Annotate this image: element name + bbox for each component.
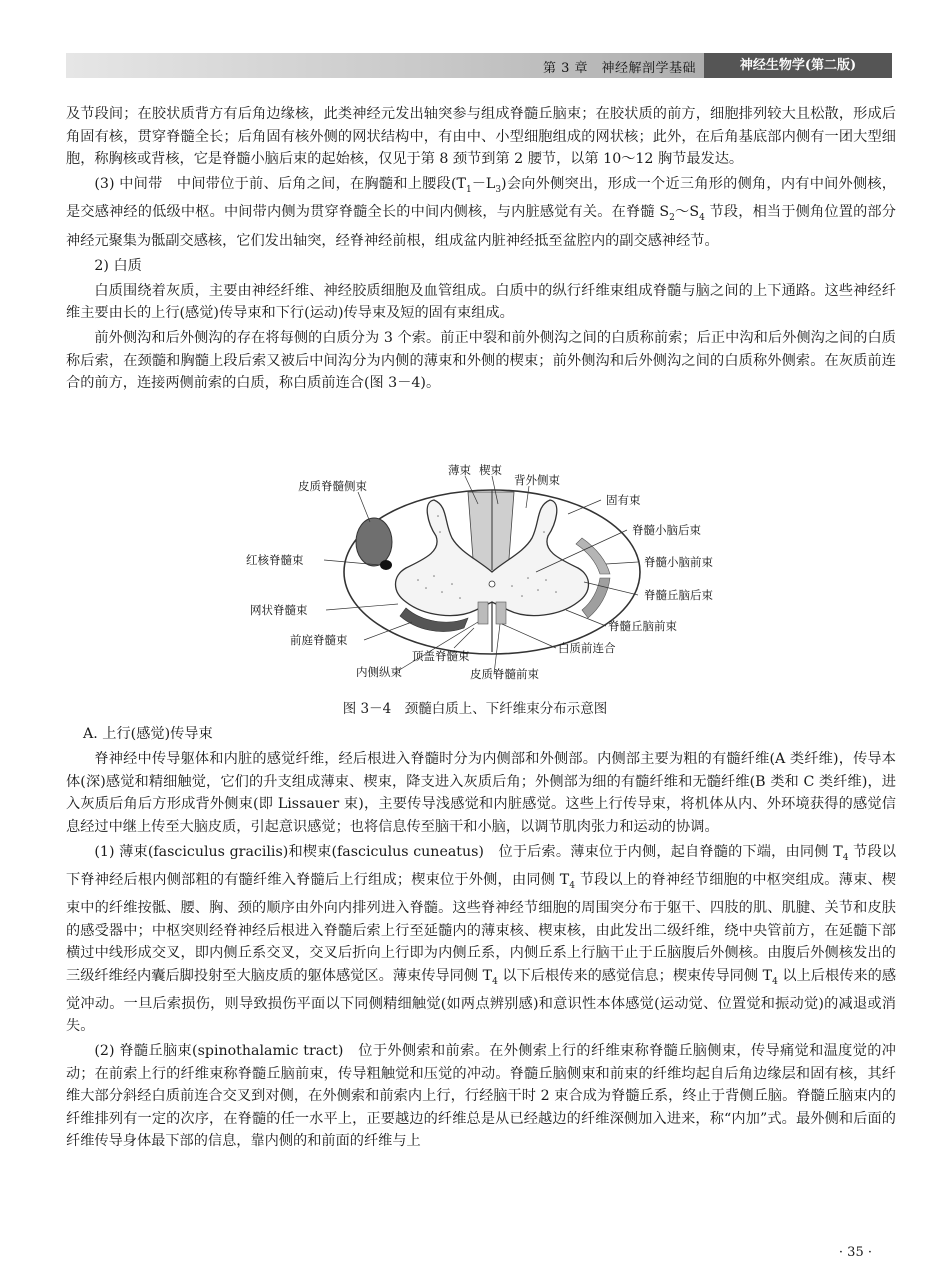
- central-canal: [489, 581, 495, 587]
- label-medial-longitudinal: 内侧纵束: [356, 665, 402, 679]
- page-number: · 35 ·: [838, 1245, 872, 1260]
- medial-longitudinal-shape: [478, 602, 488, 624]
- anterior-corticospinal-shape: [496, 602, 506, 624]
- label-gracile: 薄束: [448, 463, 471, 477]
- label-anterior-spinothalamic: 脊髓丘脑前束: [608, 619, 677, 633]
- paragraph-ascending: 脊神经中传导躯体和内脏的感觉纤维，经后根进入脊髓时分为内侧部和外侧部。内侧部主要为粗的有髓纤维(A 类纤维)，传导本体(深)感觉和精细触觉，它们的升支组成薄束、楔束，降支进入灰质后角；外侧部为细的有髓纤维和无髓纤维(B 类和 C 类纤维)，进入灰质后角后方形成背外侧束(即 Lissauer 束)，主要传导浅感觉和内脏感觉。这些上行传导束，将机体从内、外环境获得的感觉信息经过中继上传至大脑皮质，引起意识感觉；也将信息传至脑干和小脑，以调节肌肉张力和运动的协调。: [66, 751, 896, 835]
- label-cuneate: 楔束: [479, 463, 502, 477]
- label-tectospinal: 顶盖脊髓束: [412, 649, 470, 663]
- paragraph-spinothalamic: (2) 脊髓丘脑束(spinothalamic tract) 位于外侧索和前索。在外侧索上行的纤维束称脊髓丘脑侧束，传导痛觉和温度觉的冲动；在前索上行的纤维束称脊髓丘脑前束，传导粗触觉和压觉的冲动。脊髓丘脑侧束和前束的纤维均起自后角边缘层和固有核，其纤维大部分斜经白质前连合交叉到对侧，在外侧索和前索内上行，行经脑干时 2 束合成为脊髓丘系，终止于背侧丘脑。脊髓丘脑束内的纤维排列有一定的次序，在脊髓的任一水平上，正要越边的纤维总是从已经越边的纤维深侧加入进来，称“内加”式。最外侧和后面的纤维传导身体最下部的信息，靠内侧的和前面的纤维与上: [66, 1043, 896, 1150]
- label-reticulospinal: 网状脊髓束: [250, 603, 308, 617]
- label-lateral-spinothalamic: 脊髓丘脑后束: [644, 588, 713, 602]
- paragraph-funiculi: 前外侧沟和后外侧沟的存在将每侧的白质分为 3 个索。前正中裂和前外侧沟之间的白质称前索；后正中沟和后外侧沟之间的白质称后索，在颈髓和胸髓上段后索又被后中间沟分为内侧的薄束和外侧的楔束；前外侧沟和后外侧沟之间的白质称外侧索。在灰质前连合的前方，连接两侧前索的白质，称白质前连合(图 3－4)。: [66, 330, 896, 392]
- label-dorsal-spinocerebellar: 脊髓小脑后束: [632, 523, 701, 537]
- text-block-bottom: [66, 723, 896, 1155]
- paragraph-1: 及节段间；在胶状质背方有后角边缘核，此类神经元发出轴突参与组成脊髓丘脑束；在胶状质的前方，细胞排列较大且松散，形成后角固有核，贯穿脊髓全长；后角固有核外侧的网状结构中，有由中、小型细胞组成的网状核；此外，在后角基底部内侧有一团大型细胞，称胸核或背核，它是脊髓小脑后束的起始核，仅见于第 8 颈节到第 2 腰节，以第 10～12 胸节最发达。: [66, 106, 896, 167]
- label-vestibulospinal: 前庭脊髓束: [290, 633, 348, 647]
- label-ventral-spinocerebellar: 脊髓小脑前束: [644, 555, 713, 569]
- lateral-corticospinal-tract-shape: [356, 518, 392, 566]
- label-lateral-corticospinal: 皮质脊髓侧束: [298, 479, 367, 493]
- rubrospinal-tract-shape: [380, 560, 392, 570]
- label-rubrospinal: 红核脊髓束: [246, 553, 304, 567]
- text-block-top: [66, 103, 896, 397]
- paragraph-white-matter: 白质围绕着灰质，主要由神经纤维、神经胶质细胞及血管组成。白质中的纵行纤维束组成脊髓与脑之间的上下通路。这些神经纤维主要由长的上行(感觉)传导束和下行(运动)传导束及短的固有束组成。: [66, 282, 896, 322]
- heading-ascending-tracts: A. 上行(感觉)传导束: [83, 726, 213, 742]
- label-anterior-corticospinal: 皮质脊髓前束: [470, 667, 539, 681]
- running-header: [66, 53, 892, 78]
- label-anterior-white-commissure: 白质前连合: [558, 641, 616, 655]
- paragraph-intermediate-zone: (3) 中间带 中间带位于前、后角之间，在胸髓和上腰段$(T_1-L_3)$会向外侧突出，形成一个近三角形的侧角，内有中间外侧核，是交感神经的低级中枢。中间带内侧为贯穿脊髓全长的中间内侧核，与内脏感觉有关。在脊髓 $S_2\sim S_4$ 节段，相当于侧角位置的部分神经元聚集为骶副交感核，它们发出轴突，经脊神经前根，组成盆内脏神经抵至盆腔内的副交感神经节。: [66, 176, 896, 249]
- book-title: 神经生物学(第二版): [704, 53, 892, 78]
- heading-white-matter: 2) 白质: [94, 257, 142, 274]
- label-dorsolateral: 背外侧束: [514, 473, 560, 487]
- figure-caption: 图 3－4 颈髓白质上、下纤维束分布示意图: [342, 701, 608, 717]
- paragraph-gracile-cuneate: (1) 薄束(fasciculus gracilis)和楔束(fasciculus cuneatus) 位于后索。薄束位于内侧，起自脊髓的下端，由同侧 $T_4$ 节段以下脊神经后根内侧部粗的有髓纤维入脊髓后上行组成；楔束位于外侧，由同侧 $T_4$ 节段以上的脊神经节细胞的中枢突组成。薄束、楔束中的纤维按骶、腰、胸、颈的顺序由外向内排列进入脊髓。这些脊神经节细胞的周围突分布于躯干、四肢的肌、肌腱、关节和皮肤的感受器中；中枢突则经脊神经后根进入脊髓后索上行至延髓内的薄束核、楔束核，由此发出二级纤维，绕中央管前方，在延髓下部横过中线形成交叉，即内侧丘系交叉，交叉后折向上行即为内侧丘系，内侧丘系上行脑干止于丘脑腹后外侧核。由腹后外侧核发出的三级纤维经内囊后脚投射至大脑皮质的躯体感觉区。薄束传导同侧 $T_4$ 以下后根传来的感觉信息；楔束传导同侧 $T_4$ 以上后根传来的感觉冲动。一旦后索损伤，则导致损伤平面以下同侧精细触觉(如两点辨别感)和意识性本体感觉(运动觉、位置觉和振动觉)的减退或消失。: [66, 843, 897, 1035]
- label-proper-fasciculus: 固有束: [606, 493, 641, 507]
- chapter-title: 第 3 章 神经解剖学基础: [542, 61, 696, 76]
- spinal-cord-figure: [246, 452, 726, 688]
